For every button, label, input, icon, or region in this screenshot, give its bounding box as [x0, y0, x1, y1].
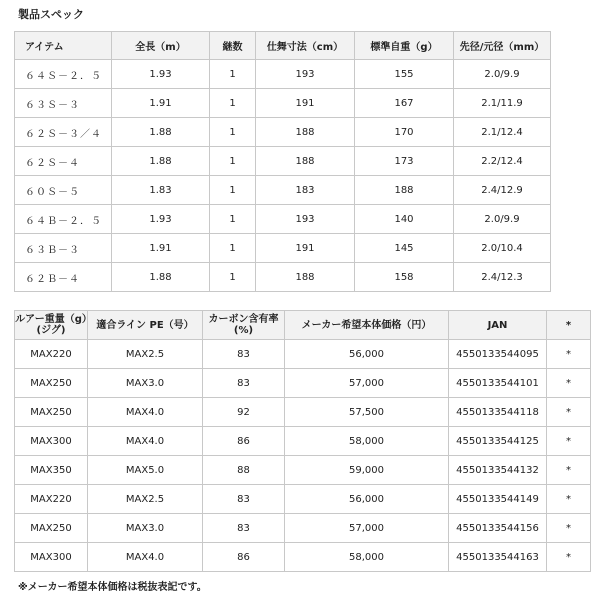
table-cell: 83 [203, 485, 285, 514]
table-row [15, 263, 551, 292]
table-cell: 1 [210, 60, 256, 89]
table-row [15, 514, 591, 543]
table-cell: MAX4.0 [88, 427, 203, 456]
table-row [15, 369, 591, 398]
table-cell: 4550133544125 [449, 427, 547, 456]
table-cell: * [547, 543, 591, 572]
table-cell: 2.1/11.9 [454, 89, 551, 118]
table-cell: MAX350 [15, 456, 88, 485]
table-cell: 1.93 [112, 60, 210, 89]
price-header-cell: * [547, 311, 591, 340]
spec-header-cell: 継数 [210, 32, 256, 60]
table-cell: 83 [203, 340, 285, 369]
table-cell: 56,000 [285, 340, 449, 369]
table-cell: ６２Ｓ－４ [15, 147, 112, 176]
table-row [15, 398, 591, 427]
table-cell: 1.93 [112, 205, 210, 234]
table-cell: 83 [203, 514, 285, 543]
table-cell: ６２Ｓ－３／４ [15, 118, 112, 147]
section-title: 製品スペック [18, 8, 84, 21]
table-cell: MAX250 [15, 514, 88, 543]
table-cell: 1.88 [112, 118, 210, 147]
table-cell: MAX220 [15, 340, 88, 369]
table-cell: 1 [210, 263, 256, 292]
table-cell: 1.83 [112, 176, 210, 205]
table-cell: 193 [256, 205, 355, 234]
table-cell: 183 [256, 176, 355, 205]
table-cell: 4550133544101 [449, 369, 547, 398]
table-cell: MAX300 [15, 543, 88, 572]
table-cell: 59,000 [285, 456, 449, 485]
table-cell: MAX3.0 [88, 514, 203, 543]
spec-header-cell: 先径/元径（mm） [454, 32, 551, 60]
table-cell: 1 [210, 118, 256, 147]
table-row [15, 543, 591, 572]
table-cell: MAX250 [15, 369, 88, 398]
price-header-cell: ルアー重量（g）(ジグ) [15, 311, 88, 340]
table-cell: 2.2/12.4 [454, 147, 551, 176]
table-cell: 56,000 [285, 485, 449, 514]
spec-header-cell: アイテム [15, 32, 112, 60]
table-cell: 1.88 [112, 147, 210, 176]
table-cell: 2.4/12.3 [454, 263, 551, 292]
table-row [15, 118, 551, 147]
table-row [15, 89, 551, 118]
table-cell: 188 [256, 263, 355, 292]
table-cell: MAX2.5 [88, 485, 203, 514]
table-cell: * [547, 485, 591, 514]
price-table [14, 310, 591, 572]
table-cell: 158 [355, 263, 454, 292]
price-header-cell: JAN [449, 311, 547, 340]
table-cell: 155 [355, 60, 454, 89]
table-cell: 2.4/12.9 [454, 176, 551, 205]
table-cell: 4550133544149 [449, 485, 547, 514]
table-cell: * [547, 340, 591, 369]
table-cell: 188 [355, 176, 454, 205]
table-cell: 167 [355, 89, 454, 118]
table-cell: 57,000 [285, 514, 449, 543]
table-cell: ６３Ｂ－３ [15, 234, 112, 263]
table-cell: 4550133544156 [449, 514, 547, 543]
table-cell: ６２Ｂ－４ [15, 263, 112, 292]
table-cell: 1.88 [112, 263, 210, 292]
table-cell: 2.0/10.4 [454, 234, 551, 263]
table-cell: 191 [256, 89, 355, 118]
table-cell: 92 [203, 398, 285, 427]
table-cell: 145 [355, 234, 454, 263]
table-row [15, 456, 591, 485]
table-cell: 1 [210, 176, 256, 205]
table-cell: MAX250 [15, 398, 88, 427]
table-cell: 2.0/9.9 [454, 60, 551, 89]
table-cell: MAX4.0 [88, 398, 203, 427]
table-cell: 188 [256, 118, 355, 147]
price-header-cell: 適合ライン PE（号） [88, 311, 203, 340]
spec-table [14, 31, 551, 292]
table-cell: * [547, 514, 591, 543]
table-row [15, 205, 551, 234]
price-header-cell: メーカー希望本体価格（円） [285, 311, 449, 340]
table-cell: 2.1/12.4 [454, 118, 551, 147]
table-row [15, 485, 591, 514]
table-cell: * [547, 398, 591, 427]
table-cell: 188 [256, 147, 355, 176]
spec-header-cell: 全長（m） [112, 32, 210, 60]
table-row [15, 176, 551, 205]
table-cell: 2.0/9.9 [454, 205, 551, 234]
table-cell: 4550133544118 [449, 398, 547, 427]
table-cell: 86 [203, 427, 285, 456]
table-row [15, 147, 551, 176]
table-cell: 4550133544132 [449, 456, 547, 485]
table-cell: 170 [355, 118, 454, 147]
table-cell: * [547, 369, 591, 398]
table-cell: MAX5.0 [88, 456, 203, 485]
table-cell: * [547, 427, 591, 456]
spec-header-row [15, 32, 551, 60]
table-cell: ６４Ｂ－２．５ [15, 205, 112, 234]
table-cell: 83 [203, 369, 285, 398]
table-cell: 58,000 [285, 427, 449, 456]
table-cell: 1 [210, 89, 256, 118]
table-cell: MAX220 [15, 485, 88, 514]
table-cell: 191 [256, 234, 355, 263]
table-cell: MAX2.5 [88, 340, 203, 369]
table-cell: * [547, 456, 591, 485]
table-row [15, 427, 591, 456]
footnote: ※メーカー希望本体価格は税抜表記です。 [18, 582, 207, 593]
table-cell: 1 [210, 147, 256, 176]
table-cell: 173 [355, 147, 454, 176]
spec-header-cell: 仕舞寸法（cm） [256, 32, 355, 60]
table-cell: ６０Ｓ－５ [15, 176, 112, 205]
table-cell: 193 [256, 60, 355, 89]
table-cell: 57,000 [285, 369, 449, 398]
table-cell: 1 [210, 205, 256, 234]
table-cell: 86 [203, 543, 285, 572]
spec-header-cell: 標準自重（g） [355, 32, 454, 60]
table-cell: 4550133544095 [449, 340, 547, 369]
table-cell: MAX4.0 [88, 543, 203, 572]
table-cell: ６３Ｓ－３ [15, 89, 112, 118]
price-header-cell: カーボン含有率(%) [203, 311, 285, 340]
table-cell: ６４Ｓ－２．５ [15, 60, 112, 89]
table-row [15, 234, 551, 263]
table-cell: 58,000 [285, 543, 449, 572]
table-row [15, 60, 551, 89]
table-cell: 4550133544163 [449, 543, 547, 572]
table-cell: 1.91 [112, 89, 210, 118]
table-cell: 88 [203, 456, 285, 485]
table-cell: 140 [355, 205, 454, 234]
table-cell: 1 [210, 234, 256, 263]
price-header-row [15, 311, 591, 340]
table-cell: MAX300 [15, 427, 88, 456]
table-row [15, 340, 591, 369]
table-cell: MAX3.0 [88, 369, 203, 398]
table-cell: 57,500 [285, 398, 449, 427]
table-cell: 1.91 [112, 234, 210, 263]
